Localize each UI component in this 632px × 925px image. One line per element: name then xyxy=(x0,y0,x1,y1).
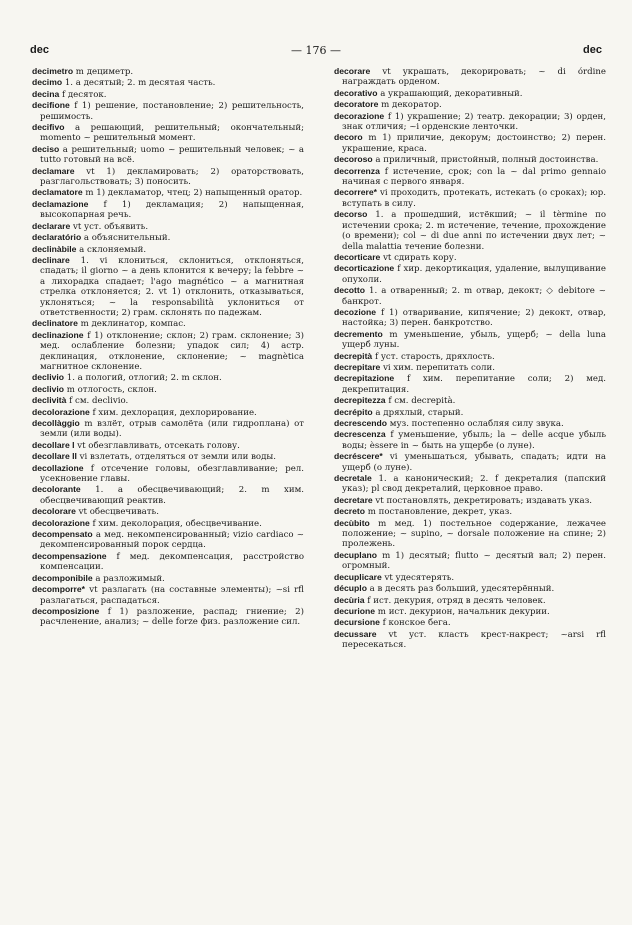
dictionary-entry xyxy=(32,384,304,395)
dictionary-entry xyxy=(334,187,606,209)
entry-headword: decrepità xyxy=(334,350,373,361)
dictionary-entry xyxy=(32,187,304,198)
dictionary-entry xyxy=(32,551,304,573)
left-column xyxy=(32,66,304,628)
entry-definition: 1. a прошедший, истёкший; ~ il tèrmine по истечении срока; 2. m истечение, течение, прохождение (о времени); col ~ di due anni по истечении двух лет; ~ della malattia течение болезни. xyxy=(342,210,606,252)
entry-headword: decorrere* xyxy=(334,187,377,198)
dictionary-entry xyxy=(334,606,606,617)
entry-definition: f 1) решение, постановление; 2) решительность, решимость. xyxy=(40,101,304,122)
dictionary-entry xyxy=(334,506,606,517)
entry-headword: decrescenza xyxy=(334,429,386,440)
entry-definition: vt уст. класть крест-накрест; ~arsi rfl пересекаться. xyxy=(342,629,606,651)
entry-headword: declinàbile xyxy=(32,243,77,254)
dictionary-entry xyxy=(32,330,304,373)
dictionary-entry xyxy=(32,166,304,188)
entry-headword: decompensato xyxy=(32,529,93,540)
page-header xyxy=(30,42,602,58)
dictionary-entry xyxy=(334,166,606,188)
entry-headword: decrépito xyxy=(334,406,373,417)
entry-definition: vt обесцвечивать. xyxy=(75,507,159,518)
entry-headword: décuplo xyxy=(334,583,367,594)
dictionary-entry xyxy=(334,307,606,329)
entry-definition: f 1) декламация; 2) напыщенная, высокопарная речь. xyxy=(40,199,304,221)
entry-definition: m взлёт, отрыв самолёта (или гидроплана) от земли (или воды). xyxy=(40,419,304,440)
dictionary-entry xyxy=(32,440,304,451)
dictionary-entry xyxy=(32,395,304,406)
entry-definition: m 1) приличие, декорум; достоинство; 2) перен. украшение, краса. xyxy=(342,133,606,154)
entry-definition: f 1) разложение, распад; гниение; 2) расчленение, анализ; ~ delle forze физ. разложение сил. xyxy=(40,606,304,628)
dictionary-entry xyxy=(334,395,606,406)
dictionary-entry xyxy=(334,550,606,572)
dictionary-entry xyxy=(334,99,606,110)
dictionary-entry xyxy=(32,407,304,418)
dictionary-entry xyxy=(334,572,606,583)
dictionary-entry xyxy=(334,362,606,373)
entry-definition: f см. decrepità. xyxy=(385,396,456,407)
dictionary-entry xyxy=(334,209,606,252)
entry-headword: decoratore xyxy=(334,99,379,110)
entry-headword: declivio xyxy=(32,383,64,394)
dictionary-entry xyxy=(334,451,606,473)
entry-headword: declamare xyxy=(32,165,75,176)
entry-headword: decoro xyxy=(334,132,363,143)
dictionary-entry xyxy=(334,407,606,418)
entry-definition: m постановление, декрет, указ. xyxy=(365,507,513,518)
entry-headword: decremento xyxy=(334,328,383,339)
entry-headword: decuplano xyxy=(334,549,377,560)
entry-definition: m деклинатор, компас. xyxy=(77,319,186,330)
header-left-guideword: dec xyxy=(30,44,49,56)
dictionary-entry xyxy=(334,132,606,154)
entry-definition: f 1) отклонение; склон; 2) грам. склонение; 3) мед. ослабление болезни; упадок сил; 4) астр. деклинация, отклонение, склонение; ~ magnètica магнитное склонение. xyxy=(40,330,304,372)
entry-headword: decorticazione xyxy=(334,263,395,274)
entry-definition: f хим. перепитание соли; 2) мед. декрепитация. xyxy=(342,374,606,395)
entry-definition: a объяснительный. xyxy=(81,233,171,244)
entry-definition: f ист. декурия, отряд в десять человек. xyxy=(364,595,546,606)
dictionary-entry xyxy=(32,232,304,243)
entry-headword: decrepitezza xyxy=(334,395,386,406)
entry-headword: decùria xyxy=(334,594,365,605)
dictionary-entry xyxy=(32,100,304,122)
entry-headword: decorrenza xyxy=(334,165,380,176)
entry-definition: vt постановлять, декретировать; издавать указ. xyxy=(372,495,593,506)
dictionary-entry xyxy=(32,318,304,329)
entry-definition: m декоратор. xyxy=(378,100,442,111)
entry-headword: decoroso xyxy=(334,154,373,165)
dictionary-entry xyxy=(32,451,304,462)
dictionary-entry xyxy=(334,111,606,133)
dictionary-entry xyxy=(32,77,304,88)
dictionary-entry xyxy=(334,88,606,99)
entry-definition: f уменьшение, убыль; la ~ delle acque убыль воды; èssere in ~ быть на ущербе (о луне). xyxy=(342,430,606,451)
dictionary-entry xyxy=(334,429,606,451)
entry-definition: f хим. деколорация, обесцвечивание. xyxy=(89,518,262,529)
entry-headword: declinazione xyxy=(32,329,84,340)
entry-headword: decrepitazione xyxy=(334,373,395,384)
entry-headword: decuplicare xyxy=(334,571,382,582)
entry-definition: a украшающий, декоративный. xyxy=(377,88,523,99)
entry-definition: m отлогость, склон. xyxy=(64,384,157,395)
entry-headword: decomponibile xyxy=(32,572,93,583)
entry-definition: f уст. старость, дряхлость. xyxy=(372,351,495,362)
dictionary-entry xyxy=(334,285,606,307)
dictionary-entry xyxy=(334,351,606,362)
entry-headword: declivio xyxy=(32,372,64,383)
entry-headword: decompensazione xyxy=(32,550,107,561)
dictionary-entry xyxy=(334,518,606,550)
dictionary-entry xyxy=(32,606,304,628)
dictionary-entry xyxy=(334,583,606,594)
entry-definition: m ист. декурион, начальник декурии. xyxy=(375,606,550,617)
entry-headword: decolorante xyxy=(32,484,81,495)
dictionary-entry xyxy=(32,573,304,584)
entry-headword: decina xyxy=(32,88,60,99)
entry-headword: decollazione xyxy=(32,462,84,473)
dictionary-entry xyxy=(334,629,606,651)
entry-definition: vi хим. перепитать соли. xyxy=(380,362,495,373)
entry-definition: f десяток. xyxy=(59,89,107,100)
entry-headword: decurione xyxy=(334,605,376,616)
page-number: — 176 — xyxy=(291,43,341,57)
dictionary-entry xyxy=(32,584,304,606)
entry-definition: 1. a отваренный; 2. m отвар, декокт; ◇ debitore ~ банкрот. xyxy=(342,286,606,307)
entry-definition: f хим. дехлорация, дехлорирование. xyxy=(89,407,257,418)
entry-definition: 1. a канонический; 2. f декреталия (папский указ); pl свод декреталий, церковное право. xyxy=(342,474,606,495)
dictionary-entry xyxy=(32,463,304,485)
dictionary-entry xyxy=(334,617,606,628)
dictionary-entry xyxy=(32,199,304,221)
dictionary-entry xyxy=(32,418,304,440)
dictionary-entry xyxy=(32,255,304,318)
entry-headword: decollare II xyxy=(32,451,77,462)
entry-headword: decolorazione xyxy=(32,406,90,417)
entry-definition: vt разлагать (на составные элементы); ~si rfl разлагаться, распадаться. xyxy=(40,585,304,606)
dictionary-entry xyxy=(334,473,606,495)
dictionary-entry xyxy=(334,418,606,429)
entry-headword: decorso xyxy=(334,209,368,220)
entry-definition: a в десять раз больший, удесятерённый. xyxy=(366,584,555,595)
entry-definition: m 1) декламатор, чтец; 2) напыщенный оратор. xyxy=(82,188,303,199)
dictionary-entry xyxy=(334,154,606,165)
entry-definition: f мед. декомпенсация, расстройство компенсации. xyxy=(40,551,304,573)
entry-headword: declinare xyxy=(32,254,70,265)
dictionary-entry xyxy=(334,263,606,285)
entry-headword: decomporre* xyxy=(32,584,86,595)
dictionary-entry xyxy=(32,66,304,77)
dictionary-entry xyxy=(32,89,304,100)
entry-headword: decimo xyxy=(32,77,63,88)
entry-definition: 1. a обесцвечивающий; 2. m хим. обесцвечивающий реактив. xyxy=(40,485,304,506)
entry-definition: vt уст. объявить. xyxy=(70,221,149,232)
entry-headword: decollàggio xyxy=(32,418,80,428)
header-right-guideword: dec xyxy=(583,44,602,56)
entry-headword: decussare xyxy=(334,628,377,639)
entry-headword: decifivo xyxy=(32,122,65,133)
entry-definition: 1. vi клониться, склониться, отклоняться, спадать; il giorno ~ a день клонится к вечеру; la febbre ~ a лихорадка спадает; l'ago magnético ~ a магнитная стрелка отклоняется; 2. vt 1) отклонить, отказываться, уклоняться; ~ la responsabilità уклониться от ответственности; 2) грам. склонять по падежам. xyxy=(40,255,304,318)
dictionary-entry xyxy=(334,252,606,263)
entry-definition: a дряхлый, старый. xyxy=(372,407,464,418)
entry-headword: declarare xyxy=(32,220,71,231)
entry-headword: decorticare xyxy=(334,251,381,262)
entry-definition: a мед. некомпенсированный; vizio cardiaco ~ декомпенсированный порок сердца. xyxy=(40,530,304,551)
dictionary-entry xyxy=(334,373,606,395)
entry-definition: vt удесятерять. xyxy=(381,572,455,583)
entry-definition: vi уменьшаться, убывать, спадать; идти на ущерб (о луне). xyxy=(342,452,606,473)
dictionary-entry xyxy=(32,372,304,383)
entry-definition: f 1) украшение; 2) театр. декорации; 3) орден, знак отличия; ~i орденские ленточки. xyxy=(342,111,606,133)
entry-headword: declamazione xyxy=(32,198,89,209)
dictionary-entry xyxy=(32,506,304,517)
entry-headword: decifione xyxy=(32,100,70,111)
entry-headword: decretare xyxy=(334,494,373,505)
entry-headword: decolorazione xyxy=(32,517,90,528)
entry-headword: decréscere* xyxy=(334,451,383,462)
entry-definition: f конское бега. xyxy=(379,618,451,629)
entry-headword: decursione xyxy=(334,617,380,628)
entry-headword: decreto xyxy=(334,506,366,517)
dictionary-entry xyxy=(32,144,304,166)
entry-definition: a решающий, решительный; окончательный; momento ~ решительный момент. xyxy=(40,123,304,144)
entry-headword: decrepitare xyxy=(334,361,381,372)
entry-definition: m 1) десятый; flutto ~ десятый вал; 2) перен. огромный. xyxy=(342,550,606,572)
entry-definition: a решительный; uomo ~ решительный человек; ~ a tutto готовый на всё. xyxy=(40,144,304,166)
dictionary-entry xyxy=(334,66,606,88)
entry-headword: decomposizione xyxy=(32,605,100,616)
dictionary-entry xyxy=(32,518,304,529)
entry-headword: decollare I xyxy=(32,439,75,450)
dictionary-entry xyxy=(334,495,606,506)
entry-definition: m мед. 1) постельное содержание, лежачее положение; ~ supino, ~ dorsale положение на спине; 2) пролежень. xyxy=(342,518,606,550)
entry-definition: f хир. декортикация, удаление, вылущивание опухоли. xyxy=(342,264,606,285)
dictionary-entry xyxy=(32,484,304,506)
entry-headword: decotto xyxy=(334,285,366,296)
entry-headword: decorativo xyxy=(334,87,378,98)
entry-definition: 1. a пологий, отлогий; 2. m склон. xyxy=(64,373,222,384)
right-column xyxy=(334,66,606,651)
entry-headword: deciso xyxy=(32,143,60,154)
entry-definition: vi взлетать, отделяться от земли или воды. xyxy=(76,452,276,463)
entry-headword: declamatore xyxy=(32,187,83,198)
entry-definition: m дециметр. xyxy=(73,67,134,77)
entry-headword: declinatore xyxy=(32,318,78,329)
entry-definition: f см. declivio. xyxy=(66,396,129,407)
entry-definition: vt украшать, декорировать; ~ di órdine награждать орденом. xyxy=(342,67,606,88)
dictionary-entry xyxy=(334,595,606,606)
entry-headword: decorare xyxy=(334,66,371,76)
entry-definition: vt сдирать кору. xyxy=(380,252,457,263)
entry-definition: f 1) отваривание, кипячение; 2) декокт, отвар, настойка; 3) перен. банкротство. xyxy=(342,307,606,329)
entry-definition: a разложимый. xyxy=(92,573,165,584)
entry-definition: vt 1) декламировать; 2) ораторствовать, разглагольствовать; 3) поносить. xyxy=(40,166,304,188)
entry-definition: f истечение, срок; con la ~ dal primo gennaio начиная с первого января. xyxy=(342,166,606,188)
entry-definition: m уменьшение, убыль, ущерб; ~ della luna ущерб луны. xyxy=(342,329,606,351)
entry-headword: decolorare xyxy=(32,506,76,517)
entry-headword: decimetro xyxy=(32,66,74,76)
dictionary-entry xyxy=(32,529,304,551)
entry-headword: decorazione xyxy=(334,110,385,121)
entry-definition: vt обезглавливать, отсекать голову. xyxy=(74,440,240,451)
entry-headword: declività xyxy=(32,395,67,406)
dictionary-entry xyxy=(32,221,304,232)
entry-headword: declaratório xyxy=(32,232,82,243)
entry-headword: decrescendo xyxy=(334,418,388,428)
dictionary-entry xyxy=(32,122,304,144)
dictionary-entry xyxy=(334,329,606,351)
entry-definition: a приличный, пристойный, полный достоинства. xyxy=(372,155,599,166)
dictionary-entry xyxy=(32,244,304,255)
entry-definition: 1. a десятый; 2. m десятая часть. xyxy=(62,78,216,89)
entry-headword: decretale xyxy=(334,473,372,484)
entry-definition: vi проходить, протекать, истекать (о сроках); юр. вступать в силу. xyxy=(342,188,606,209)
entry-headword: decùbito xyxy=(334,517,370,528)
entry-definition: f отсечение головы, обезглавливание; рел. усекновение главы. xyxy=(40,463,304,485)
entry-definition: a склоняемый. xyxy=(76,244,147,255)
entry-headword: decozione xyxy=(334,306,377,317)
entry-definition: муз. постепенно ослабляя силу звука. xyxy=(387,419,564,429)
